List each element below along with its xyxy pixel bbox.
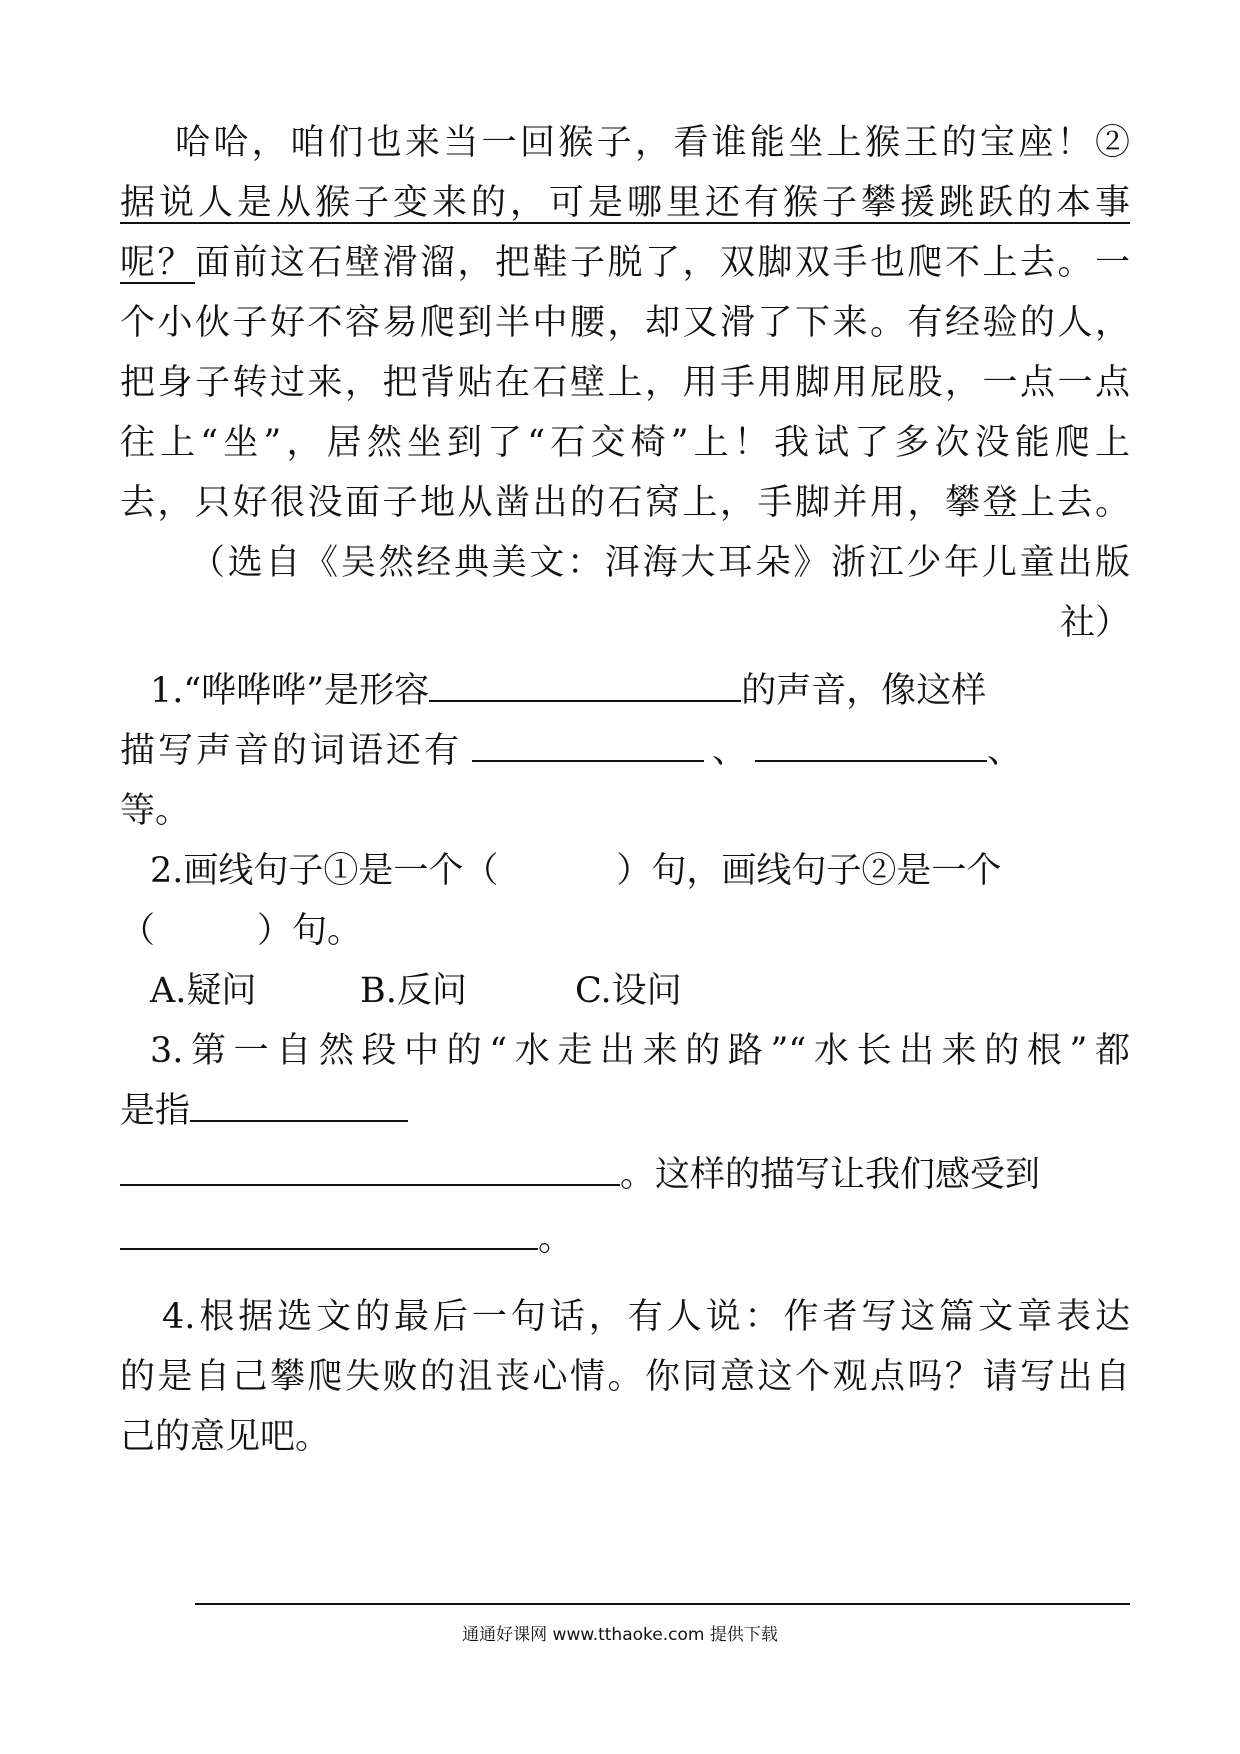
option-b[interactable]: B.反问 xyxy=(360,971,467,1011)
passage-line-1: 哈哈，咱们也来当一回猴子，看谁能坐上猴王的宝座！② xyxy=(175,123,1130,163)
question-2-paren-close: ）句。 xyxy=(257,911,363,951)
footer-credit: 通通好课网 www.tthaoke.com 提供下载 xyxy=(462,1625,778,1645)
question-1-line-2 xyxy=(120,718,1130,784)
question-2-line-2 xyxy=(120,898,1130,964)
question-1-separator-2: 、 xyxy=(987,731,1023,771)
source-citation-end: 社） xyxy=(1059,603,1130,643)
question-1-line-3: 等。 xyxy=(120,791,191,831)
question-4-answer-line[interactable] xyxy=(195,1603,1130,1605)
option-a[interactable]: A.疑问 xyxy=(150,971,257,1011)
question-2-paren-open: （ xyxy=(120,911,156,951)
passage-line-7: 去，只好很没面子地从凿出的石窝上，手脚并用，攀登上去。 xyxy=(120,483,1130,523)
passage-underlined-sentence-2-end: 呢？ xyxy=(120,243,195,283)
question-4-line-1: 4.根据选文的最后一句话，有人说：作者写这篇文章表达 xyxy=(162,1297,1130,1337)
question-3-line-3 xyxy=(120,1142,1130,1208)
question-3-prompt-cont: 。这样的描写让我们感受到 xyxy=(620,1155,1041,1195)
question-3-line-1: 3.第一自然段中的“水走出来的路”“水长出来的根”都 xyxy=(150,1031,1130,1071)
question-1-blank-1[interactable] xyxy=(429,664,741,702)
question-3-blank-2[interactable] xyxy=(120,1148,620,1186)
question-3-blank-3[interactable] xyxy=(120,1212,538,1250)
question-4-line-3: 己的意见吧。 xyxy=(120,1417,331,1457)
passage-underlined-sentence-2: 据说人是从猴子变来的，可是哪里还有猴子攀援跳跃的本事 xyxy=(120,183,1130,223)
passage-line-5: 把身子转过来，把背贴在石壁上，用手用脚用屁股，一点一点 xyxy=(120,363,1130,403)
source-citation: （选自《吴然经典美文：洱海大耳朵》浙江少年儿童出版 xyxy=(190,543,1130,583)
passage-line-6: 往上“坐”，居然坐到了“石交椅”上！我试了多次没能爬上 xyxy=(120,423,1130,463)
option-c[interactable]: C.设问 xyxy=(575,971,682,1011)
passage-line-3-text: 面前这石壁滑溜，把鞋子脱了，双脚双手也爬不上去。一 xyxy=(195,243,1130,283)
passage-line-3 xyxy=(120,230,1130,296)
question-3-end: 。 xyxy=(538,1219,574,1259)
question-1-blank-3[interactable] xyxy=(755,724,987,762)
question-2-prompt: 2.画线句子①是一个（ xyxy=(150,851,499,891)
question-2-line-1 xyxy=(150,838,1130,904)
question-1-prompt-2: 描写声音的词语还有 xyxy=(120,731,463,771)
question-3-prompt: 是指 xyxy=(120,1091,191,1131)
question-2-options xyxy=(150,958,1130,1024)
question-1-line-1 xyxy=(150,658,1130,724)
question-4-line-2: 的是自己攀爬失败的沮丧心情。你同意这个观点吗？请写出自 xyxy=(120,1357,1130,1397)
passage-line-4: 个小伙子好不容易爬到半中腰，却又滑了下来。有经验的人， xyxy=(120,303,1130,343)
question-1-blank-2[interactable] xyxy=(472,724,704,762)
question-3-line-4 xyxy=(120,1206,1130,1272)
question-1-prompt-cont: 的声音，像这样 xyxy=(741,671,987,711)
question-1-separator-1: 、 xyxy=(712,731,748,771)
question-3-blank-1[interactable] xyxy=(190,1084,408,1122)
question-3-line-2 xyxy=(120,1078,1130,1144)
question-1-prompt: 1.“哗哗哗”是形容 xyxy=(150,671,430,711)
question-2-prompt-cont: ）句，画线句子②是一个 xyxy=(616,851,1002,891)
